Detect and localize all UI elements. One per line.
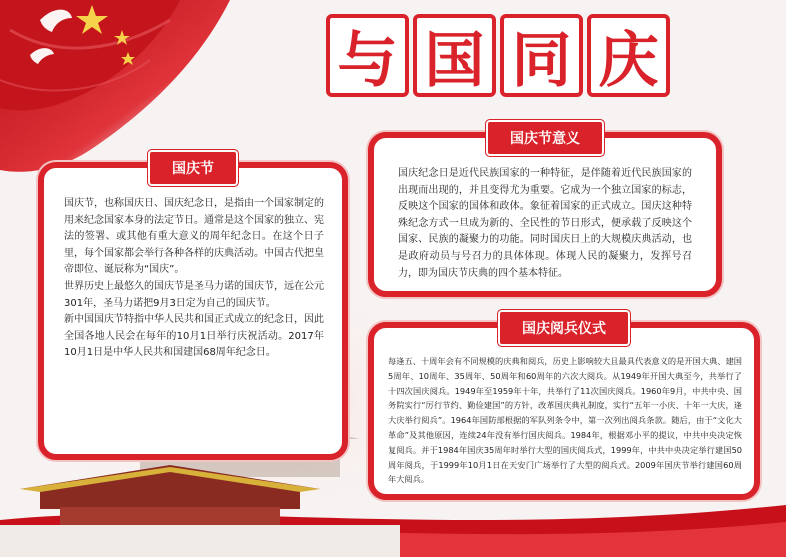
panel-national-day <box>38 162 348 460</box>
panel-body <box>64 196 324 444</box>
title-char: 庆 <box>587 14 670 97</box>
panel-parade <box>368 322 760 500</box>
paragraph: 国庆纪念日是近代民族国家的一种特征，是伴随着近代民族国家的出现而出现的，并且变得尤为重要。它成为一个独立国家的标志，反映这个国家的国体和政体。象征着国家的正式成立。国庆这种特殊纪念方式一旦成为新的、全民性的节日形式，便承载了反映这个国家、民族的凝聚力的功能。同时国庆日上的大规模庆典活动，也是政府动员与号召力的具体体现。体现人民的凝聚力，发挥号召力，即为国庆节庆典的四个基本特征。 <box>398 168 692 279</box>
panel-heading: 国庆阅兵仪式 <box>500 312 628 344</box>
paragraph: 新中国国庆节特指中华人民共和国正式成立的纪念日，因此全国各地人民会在每年的10月1日举行庆祝活动。2017年10月1日是中华人民共和国建国68周年纪念日。 <box>64 314 324 359</box>
title-char: 国 <box>413 14 496 97</box>
panel-heading: 国庆节 <box>150 152 236 184</box>
title-char: 与 <box>326 14 409 97</box>
panel-body <box>388 354 742 484</box>
panel-meaning <box>368 132 722 297</box>
panel-body <box>398 166 692 281</box>
panel-heading: 国庆节意义 <box>488 122 602 154</box>
paragraph: 世界历史上最悠久的国庆节是圣马力诺的国庆节，远在公元301年，圣马力诺把9月3日定为自己的国庆节。 <box>64 280 324 309</box>
paragraph: 国庆节，也称国庆日、国庆纪念日，是指由一个国家制定的用来纪念国家本身的法定节日。通常是这个国家的独立、宪法的签署、或其他有重大意义的周年纪念日。在这个日子里，每个国家都会举行各种各样的庆典活动。中国古代把皇帝即位、诞辰称为“国庆”。 <box>64 198 324 276</box>
title-char: 同 <box>500 14 583 97</box>
page-title <box>326 14 670 97</box>
paragraph: 每逢五、十周年会有不同规模的庆典和阅兵，历史上影响较大且最具代表意义的是开国大典、建国5周年、10周年、35周年、50周年和60周年的六次大阅兵。从1949年开国大典至今，共举行了十四次国庆阅兵。1949年至1959年十年，共举行了11次国庆阅兵。1960年9月，中共中央、国务院实行“厉行节约、勤俭建国”的方针，改革国庆典礼制度，实行“五年一小庆、十年一大庆，逢大庆举行阅兵”。1964年国防部根据的军队列条令中，第一次列出阅兵条款。随后，由于“文化大革命”及其他原因，连续24年没有举行国庆阅兵。1984年，根据邓小平的提议，中共中央决定恢复阅兵。并于1984年国庆35周年时举行大型的国庆阅兵式，1999年，中共中央决定举行建国50周年阅兵，于1999年10月1日在天安门广场举行了大型的阅兵式。2009年国庆节举行建国60周年大阅兵。 <box>388 356 742 484</box>
